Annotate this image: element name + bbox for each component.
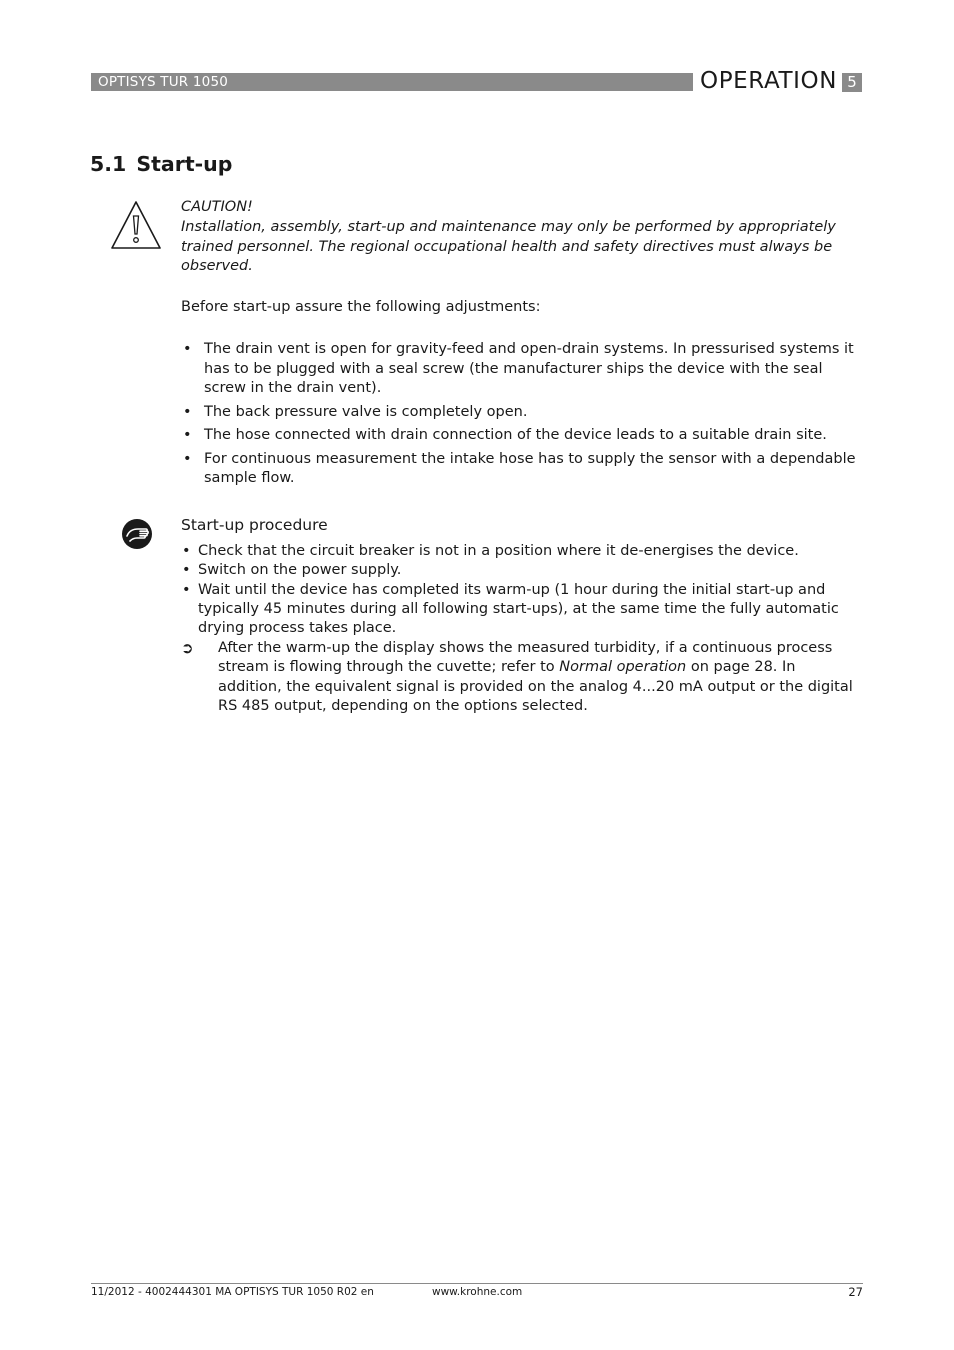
hand-pointer-icon [121, 518, 153, 550]
section-title [90, 152, 232, 176]
procedure-result: ➲ After the warm-up the display shows the measured turbidity, if a continuous process stream is flowing through the cuvette; refer to Normal operation on page 28. In addition, the equivalent signal is provided on the analog 4...20 mA output or the digital RS 485 output, depending on the options selected. [181, 639, 853, 714]
list-item: • The back pressure valve is completely open. [183, 403, 528, 420]
list-item: • For continuous measurement the intake hose has to supply the sensor with a dependable sample flow. [183, 450, 856, 486]
list-item: • Wait until the device has completed its warm-up (1 hour during the initial start-up and typically 45 minutes during all following start-ups), at the same time the fully automatic drying process takes place. [182, 581, 839, 637]
section-title-text: Start-up [136, 152, 233, 176]
caution-body: Installation, assembly, start-up and maintenance may only be performed by appropriately trained personnel. The regional occupational health and safety directives must always be observed. [181, 219, 836, 274]
normal-operation-reference[interactable]: Normal operation [559, 659, 687, 676]
section-number: 5.1 [90, 152, 127, 176]
before-startup-text: Before start-up assure the following adjustments: [181, 299, 541, 315]
footer-page-number: 27 [848, 1285, 863, 1299]
caution-heading: CAUTION! [181, 199, 253, 215]
footer-document-reference: 11/2012 - 4002444301 MA OPTISYS TUR 1050 R02 en [91, 1286, 374, 1298]
warning-triangle-icon [110, 200, 162, 250]
list-item: • The hose connected with drain connection of the device leads to a suitable drain site. [183, 427, 827, 443]
header-product-name: OPTISYS TUR 1050 [98, 74, 229, 90]
list-item: • Check that the circuit breaker is not in a position where it de-energises the device. [182, 543, 799, 559]
header-chapter-title: OPERATION [700, 68, 838, 94]
footer-divider [91, 1283, 863, 1284]
result-arrow-icon: ➲ [181, 639, 194, 657]
list-item: • Switch on the power supply. [182, 562, 402, 579]
header-chapter-number: 5 [842, 73, 862, 92]
adjustments-list [181, 340, 863, 493]
procedure-steps [181, 542, 863, 638]
footer-website[interactable]: www.krohne.com [432, 1286, 523, 1298]
procedure-title: Start-up procedure [181, 516, 328, 534]
list-item: • The drain vent is open for gravity-feed and open-drain systems. In pressurised systems it has to be plugged with a seal screw (the manufacturer ships the device with the seal screw in the drain vent). [183, 341, 854, 396]
